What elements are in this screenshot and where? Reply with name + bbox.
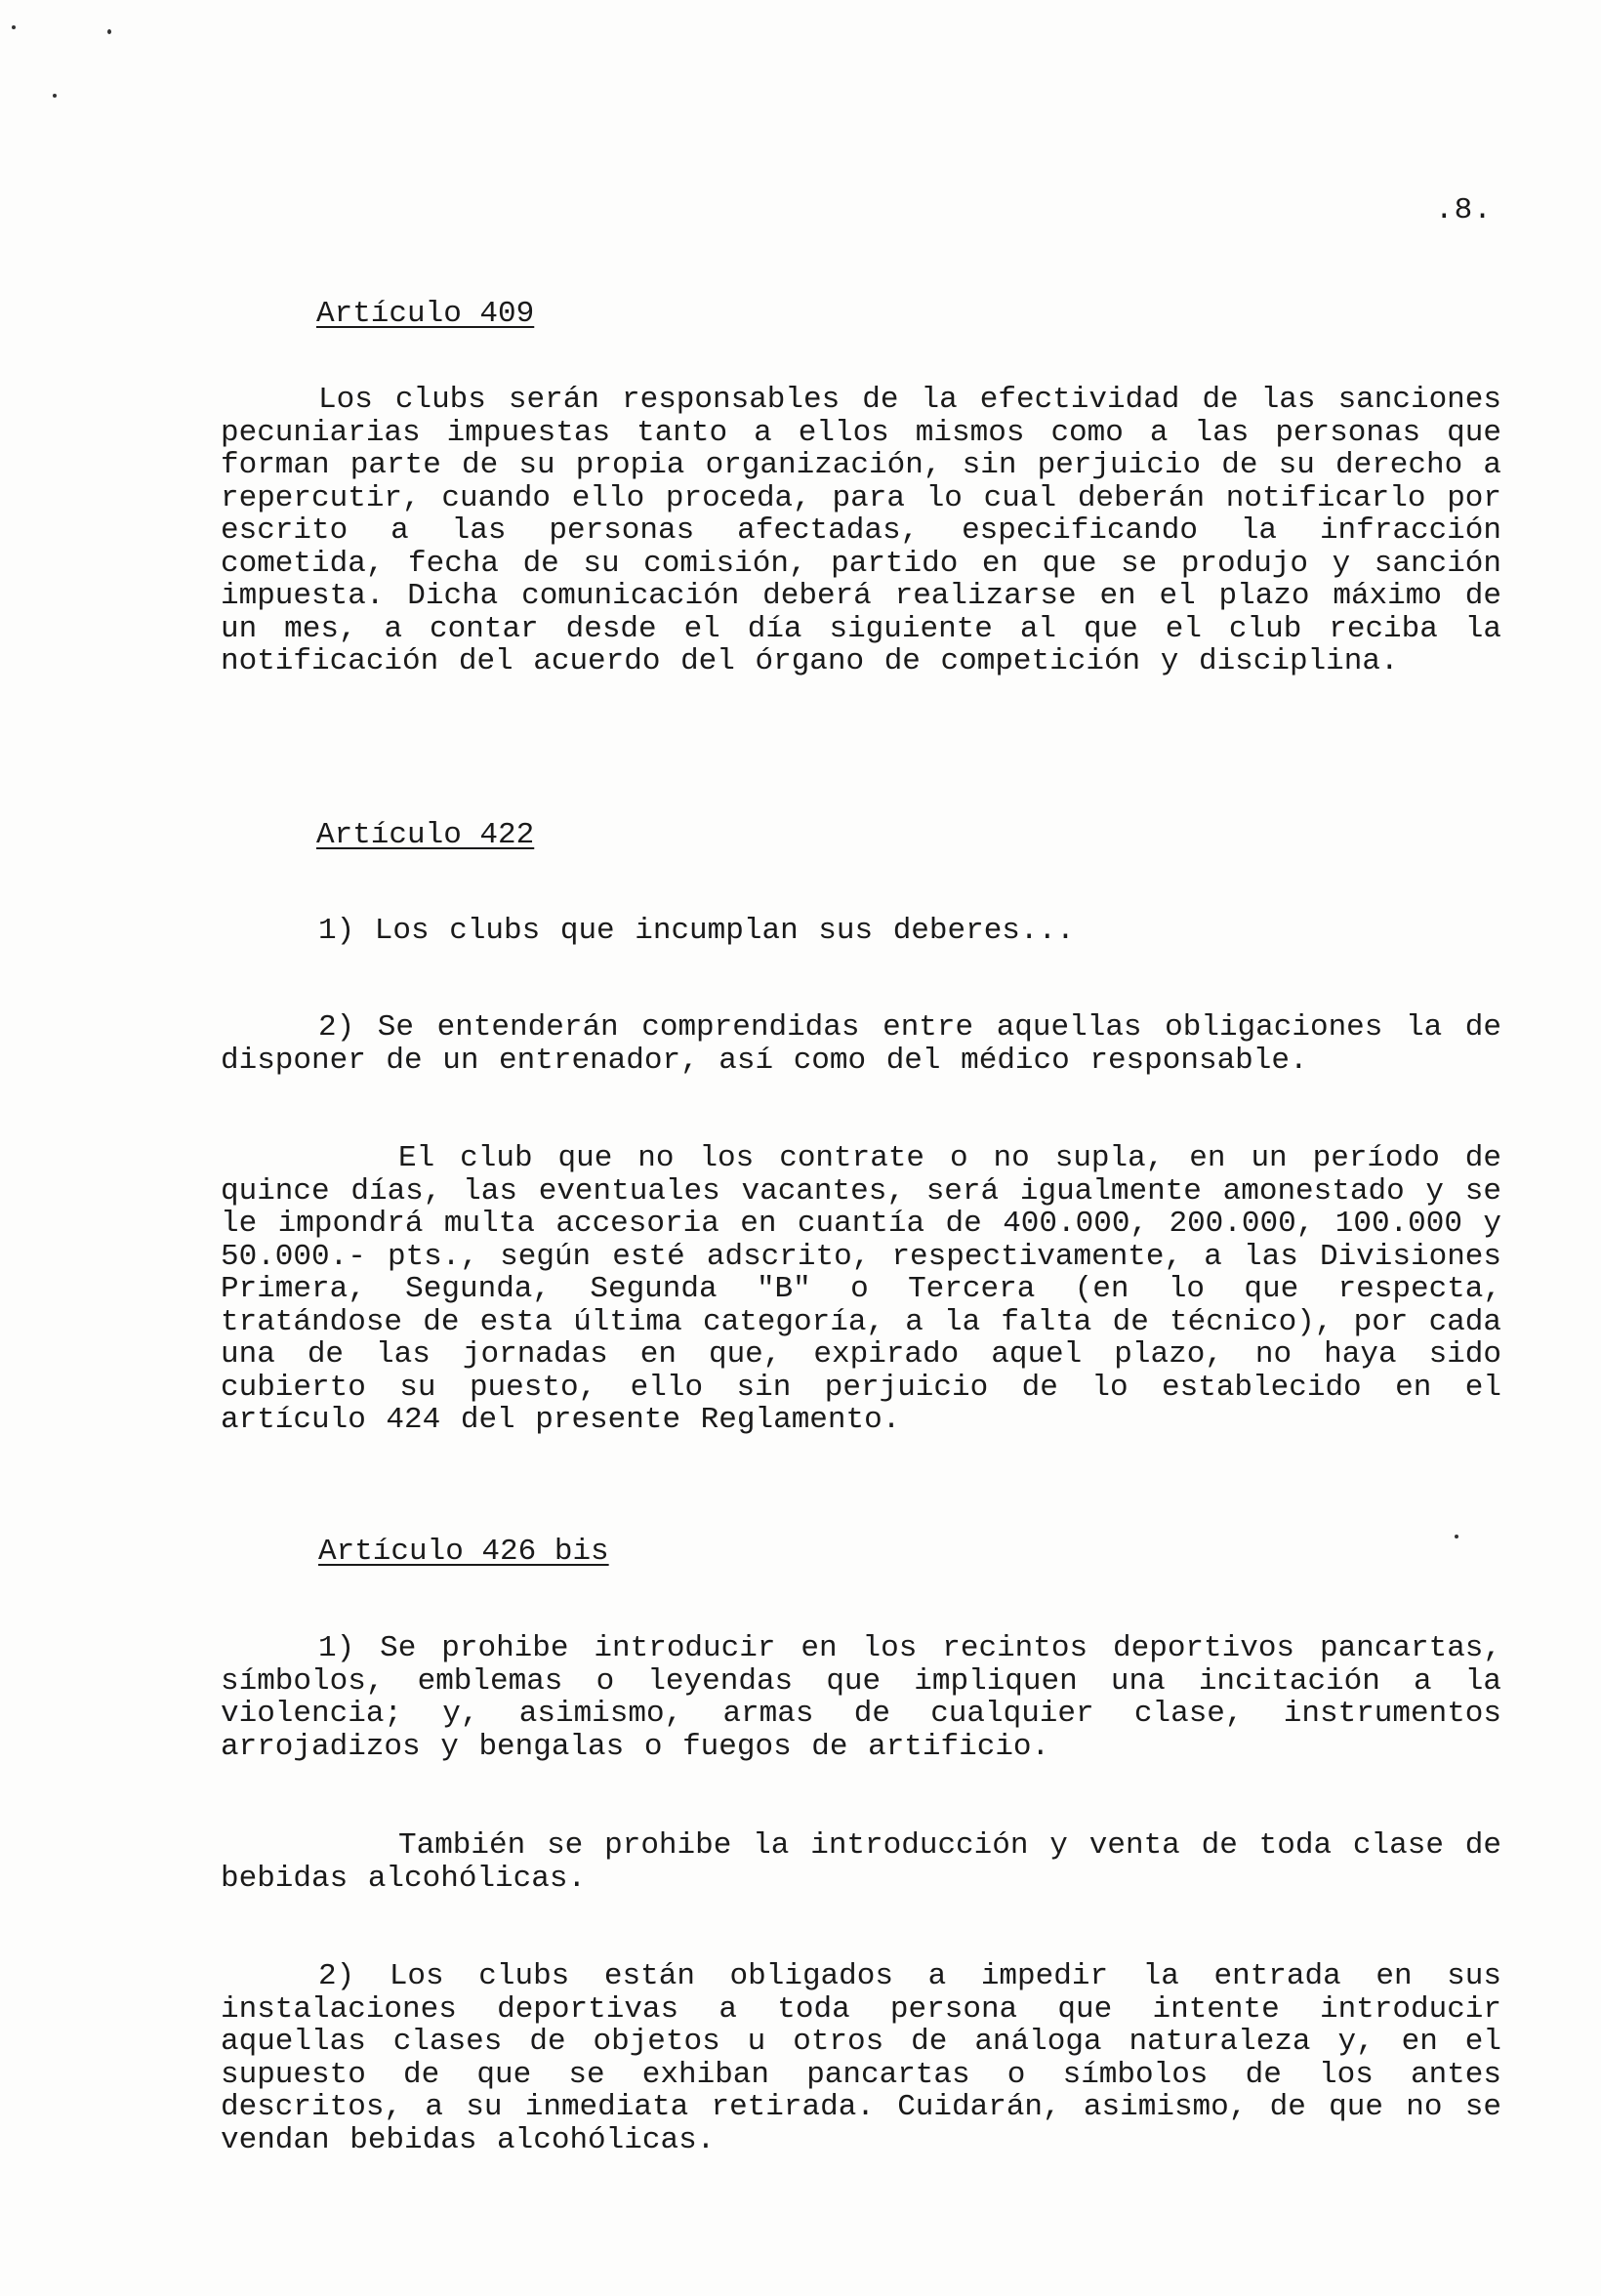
- article-paragraph: También se prohibe la introducción y venta de toda clase de bebidas alcohólicas.: [221, 1828, 1501, 1896]
- article-paragraph: 1) Los clubs que incumplan sus deberes...: [318, 914, 1075, 948]
- page-number: .8.: [1435, 193, 1493, 227]
- article-paragraph: El club que no los contrate o no supla, en un período de quince días, las eventuales vacantes, será igualmente amonestado y se le impondrá multa accesoria en cuantía de 400.000, 200.000, 100.000 y 50.000.- pts., según esté adscrito, respectivamente, a las Divisiones Primera, Segunda, Segunda "B" o Tercera (en lo que respecta, tratándose de esta última categoría, a la falta de técnico), por cada una de las jornadas en que, expirado aquel plazo, no haya sido cubierto su puesto, ello sin perjuicio de lo establecido en el artículo 424 del presente Reglamento.: [221, 1141, 1501, 1437]
- scan-speck: [12, 25, 16, 29]
- article-heading: Artículo 422: [316, 818, 535, 852]
- scan-speck: [107, 29, 111, 34]
- scan-speck: [1455, 1535, 1458, 1538]
- article-paragraph: 2) Los clubs están obligados a impedir la entrada en sus instalaciones deportivas a toda persona que intente introducir aquellas clases de objetos u otros de análoga naturaleza y, en el supuesto de que se exhiban pancartas o símbolos de los antes descritos, a su inmediata retirada. Cuidarán, asimismo, de que no se vendan bebidas alcohólicas.: [221, 1959, 1501, 2157]
- scan-speck: [53, 94, 57, 98]
- article-heading: Artículo 426 bis: [318, 1535, 609, 1569]
- article-heading: Artículo 409: [316, 297, 535, 331]
- article-paragraph: 2) Se entenderán comprendidas entre aquellas obligaciones la de disponer de un entrenador, así como del médico responsable.: [221, 1010, 1501, 1078]
- article-paragraph: Los clubs serán responsables de la efectividad de las sanciones pecuniarias impuestas tanto a ellos mismos como a las personas que forman parte de su propia organización, sin perjuicio de su derecho a repercutir, cuando ello proceda, para lo cual deberán notificarlo por escrito a las personas afectadas, especificando la infracción cometida, fecha de su comisión, partido en que se produjo y sanción impuesta. Dicha comunicación deberá realizarse en el plazo máximo de un mes, a contar desde el día siguiente al que el club reciba la notificación del acuerdo del órgano de competición y disciplina.: [221, 383, 1501, 678]
- article-paragraph: 1) Se prohibe introducir en los recintos deportivos pancartas, símbolos, emblemas o leyendas que impliquen una incitación a la violencia; y, asimismo, armas de cualquier clase, instrumentos arrojadizos y bengalas o fuegos de artificio.: [221, 1631, 1501, 1764]
